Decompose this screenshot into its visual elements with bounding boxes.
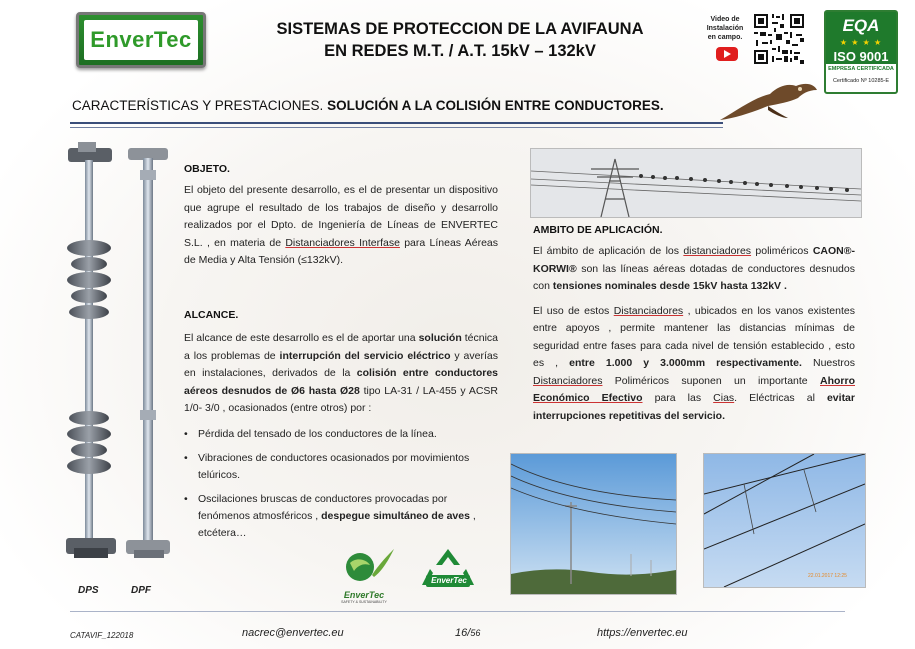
birds-on-wire-photo	[530, 148, 862, 218]
ambito-heading: AMBITO DE APLICACIÓN.	[533, 224, 663, 236]
cert-subtitle: EMPRESA CERTIFICADA	[828, 66, 894, 72]
power-line-photo	[510, 453, 677, 595]
youtube-icon[interactable]	[716, 47, 738, 61]
footer-url[interactable]: https://envertec.eu	[597, 627, 688, 639]
envertec-logo	[76, 12, 206, 68]
cert-iso: ISO 9001	[833, 49, 889, 64]
objeto-paragraph: El objeto del presente desarrollo, es el de presentar un dispositivo que agrupe el resultado de los trabajos de diseño y desarrollo realizados por el Dpto. de Ingeniería de Líneas de ENVERTEC S.L. , en materia de Distanciadores Interfase para Líneas Aéreas de Media y Alta Tensión (≤132kV).	[184, 184, 498, 266]
spacer-products-illustration	[60, 140, 190, 590]
list-item: • Vibraciones de conductores ocasionados por movimientos telúricos.	[184, 450, 498, 484]
title-line-2: EN REDES M.T. / A.T. 15kV – 132kV	[324, 42, 596, 60]
section-subtitle: CARACTERÍSTICAS Y PRESTACIONES. SOLUCIÓN A LA COLISIÓN ENTRE CONDUCTORES.	[72, 98, 664, 113]
list-item: • Oscilaciones bruscas de conductores provocadas por fenómenos atmosféricos , despegue simultáneo de aves , etcétera…	[184, 491, 498, 542]
eagle-icon	[718, 80, 818, 125]
iso-certificate-badge	[824, 10, 898, 94]
objeto-heading: OBJETO.	[184, 163, 230, 175]
safety-sustainability-logo: EnverTec SAFETY & SUSTAINABILITY	[332, 545, 396, 603]
objeto-section	[184, 163, 498, 270]
alcance-bullet-list	[184, 426, 498, 542]
footer-email[interactable]: nacrec@envertec.eu	[242, 627, 344, 639]
photo-timestamp: 22.01.2017 12:25	[808, 573, 847, 579]
logo-text: EnverTec	[84, 20, 198, 60]
qr-code-icon[interactable]	[752, 12, 806, 66]
globe-leaf-icon	[332, 545, 396, 585]
cert-brand: EQA	[842, 16, 880, 35]
dps-label: DPS	[78, 585, 99, 596]
recycle-logo: EnverTec	[414, 545, 482, 603]
footer-divider	[70, 611, 845, 612]
header-divider-thin	[70, 127, 723, 128]
alcance-paragraph: El alcance de este desarrollo es el de aportar una solución técnica a los problemas de interrupción del servicio eléctrico y averías en instalaciones, derivados de la colisión entre conductores aéreos desnudos de Ø6 hasta Ø28 tipo LA-31 / LA-455 y ACSR 1/0- 3/0 , ocasionados (entre otros) por :	[184, 332, 499, 414]
alcance-section	[184, 309, 498, 549]
stars-icon: ★ ★ ★ ★	[839, 38, 883, 47]
alcance-heading: ALCANCE.	[184, 309, 239, 321]
page-number: 16/56	[455, 627, 481, 639]
ambito-paragraph-1: El ámbito de aplicación de los distanciadores poliméricos CAON®-KORWI® son las líneas aéreas dotadas de conductores desnudos con tensiones nominales desde 15kV hasta 132kV .	[533, 245, 855, 292]
dpf-spacer	[126, 148, 170, 558]
ambito-section	[533, 224, 855, 425]
catalog-code: CATAVIF_122018	[70, 631, 134, 640]
cert-number: Certificado Nº 10285-E	[832, 78, 890, 84]
title-line-1: SISTEMAS DE PROTECCION DE LA AVIFAUNA	[276, 20, 644, 38]
page-title	[250, 18, 670, 62]
ambito-paragraph-2: El uso de estos Distanciadores , ubicados en los vanos existentes entre apoyos , permite mantener las distancias mínimas de seguridad entre fases para cada nivel de tensión establecido , esto es , entre 1.000 y 3.000mm respectivamente. Nuestros Distanciadores Poliméricos suponen un importante Ahorro Económico Efectivo para las Cias. Eléctricas al evitar interrupciones repetitivas del servicio.	[533, 304, 856, 422]
distanciadores-link: Distanciadores Interfase	[285, 236, 400, 249]
list-item: • Pérdida del tensado de los conductores de la línea.	[184, 426, 498, 443]
dpf-label: DPF	[131, 585, 151, 596]
dps-spacer	[66, 142, 116, 558]
header-divider	[70, 122, 723, 124]
video-label: Video de Instalación en campo.	[706, 16, 744, 41]
spacer-installed-photo	[703, 453, 866, 588]
